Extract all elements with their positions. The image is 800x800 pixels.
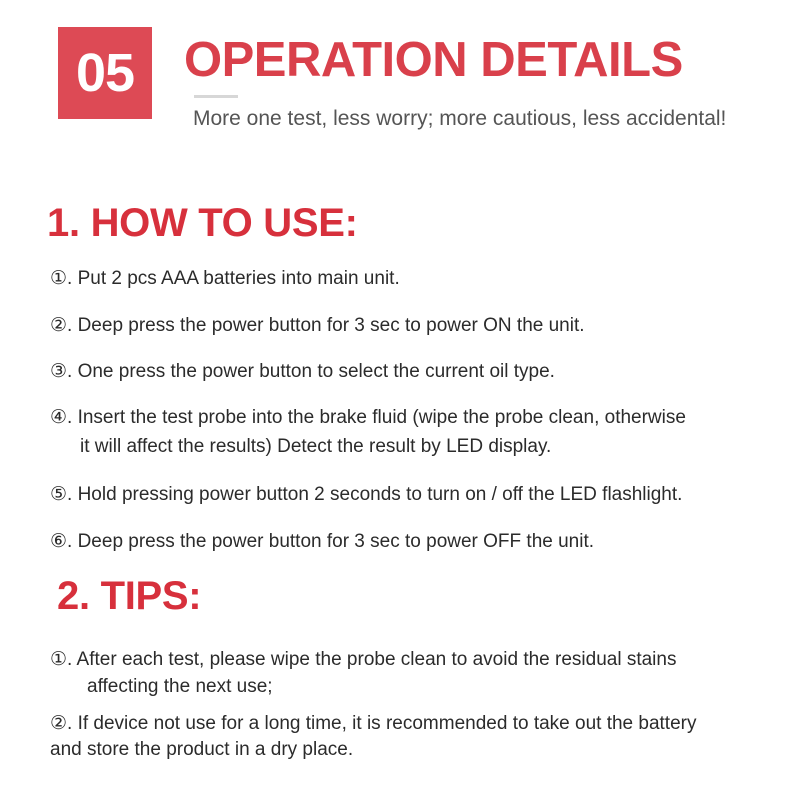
how-to-use-heading: 1. HOW TO USE: xyxy=(47,201,358,245)
how-to-use-step-5: ⑤. Hold pressing power button 2 seconds to turn on / off the LED flashlight. xyxy=(50,484,683,505)
page-title: OPERATION DETAILS xyxy=(184,33,683,87)
how-to-use-step-1: ①. Put 2 pcs AAA batteries into main unit. xyxy=(50,268,400,289)
how-to-use-step-6: ⑥. Deep press the power button for 3 sec to power OFF the unit. xyxy=(50,531,595,552)
tip-1-cont: affecting the next use; xyxy=(87,676,273,697)
tip-2-cont: and store the product in a dry place. xyxy=(50,739,354,760)
title-divider xyxy=(194,95,238,98)
tip-1: ①. After each test, please wipe the probe clean to avoid the residual stains xyxy=(50,649,677,670)
tips-heading: 2. TIPS: xyxy=(57,574,202,618)
page-subtitle: More one test, less worry; more cautious, less accidental! xyxy=(193,107,727,130)
how-to-use-step-3: ③. One press the power button to select the current oil type. xyxy=(50,361,555,382)
section-number: 05 xyxy=(75,43,135,103)
how-to-use-step-4-cont: it will affect the results) Detect the result by LED display. xyxy=(80,436,552,457)
section-number-badge xyxy=(58,27,152,119)
how-to-use-step-2: ②. Deep press the power button for 3 sec to power ON the unit. xyxy=(50,315,585,336)
how-to-use-step-4: ④. Insert the test probe into the brake fluid (wipe the probe clean, otherwise xyxy=(50,407,686,428)
tip-2: ②. If device not use for a long time, it is recommended to take out the battery xyxy=(50,713,697,734)
